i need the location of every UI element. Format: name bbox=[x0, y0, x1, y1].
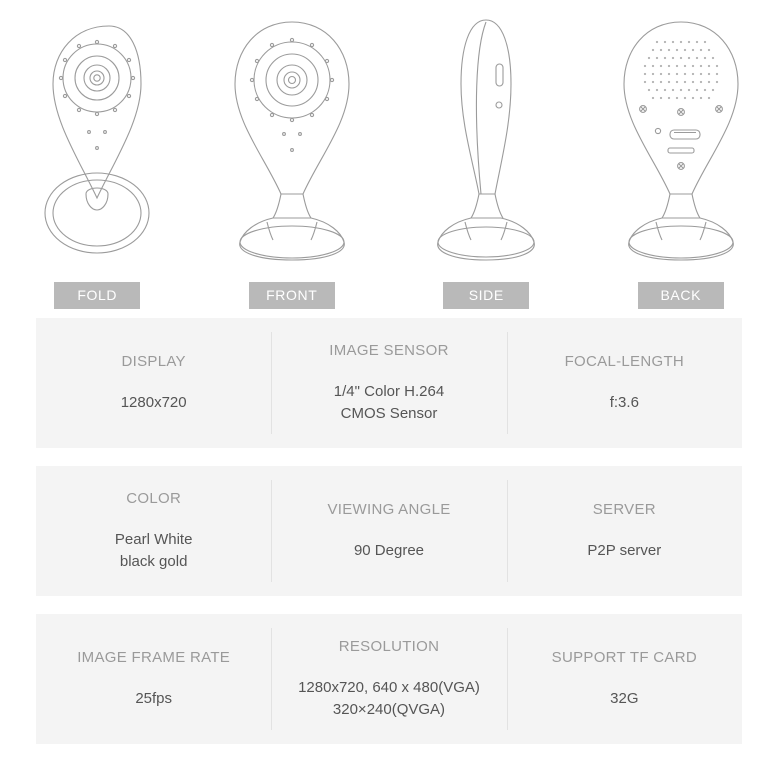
spec-value bbox=[115, 529, 193, 573]
spec-cell-display bbox=[36, 318, 271, 448]
spec-value bbox=[587, 540, 661, 562]
spec-title: RESOLUTION bbox=[338, 637, 440, 655]
spec-value-line1: Pearl White bbox=[114, 530, 193, 548]
spec-value-line1: 25fps bbox=[135, 689, 173, 707]
product-view-side bbox=[389, 8, 584, 318]
spec-title: SERVER bbox=[592, 500, 656, 518]
spec-title: FOCAL-LENGTH bbox=[564, 352, 685, 370]
spec-tables bbox=[0, 318, 778, 744]
spec-value-line1: 1280x720, 640 x 480(VGA) bbox=[298, 678, 480, 696]
spec-title: DISPLAY bbox=[121, 352, 186, 370]
spec-value-line1: f:3.6 bbox=[609, 393, 639, 411]
spec-cell-server bbox=[507, 466, 742, 596]
spec-cell-viewing-angle bbox=[271, 466, 506, 596]
spec-value bbox=[298, 677, 480, 721]
spec-value bbox=[135, 688, 172, 710]
spec-cell-image-sensor bbox=[271, 318, 506, 448]
spec-cell-focal-length bbox=[507, 318, 742, 448]
camera-fold-illustration bbox=[12, 8, 182, 270]
product-view-fold bbox=[0, 8, 195, 318]
spec-value-line1: 1280x720 bbox=[120, 393, 187, 411]
spec-value bbox=[610, 392, 639, 414]
spec-value bbox=[334, 381, 444, 425]
spec-cell-resolution bbox=[271, 614, 506, 744]
spec-title: IMAGE SENSOR bbox=[329, 341, 449, 359]
spec-row bbox=[36, 318, 742, 448]
spec-value-line1: 1/4" Color H.264 bbox=[333, 382, 445, 400]
spec-cell-color bbox=[36, 466, 271, 596]
spec-value bbox=[610, 688, 638, 710]
view-label-front: FRONT bbox=[249, 282, 335, 309]
spec-value-line1: 32G bbox=[610, 689, 639, 707]
spec-title: COLOR bbox=[126, 489, 182, 507]
spec-title: IMAGE FRAME RATE bbox=[77, 648, 231, 666]
spec-row bbox=[36, 614, 742, 744]
camera-side-illustration bbox=[401, 8, 571, 270]
spec-value-line1: 90 Degree bbox=[353, 541, 425, 559]
spec-value-line1: P2P server bbox=[587, 541, 662, 559]
product-view-front bbox=[195, 8, 390, 318]
spec-value-line2: CMOS Sensor bbox=[340, 404, 438, 422]
view-label-fold: FOLD bbox=[54, 282, 140, 309]
view-label-back: BACK bbox=[638, 282, 724, 309]
product-view-back bbox=[584, 8, 778, 318]
camera-back-illustration bbox=[596, 8, 766, 270]
spec-value bbox=[121, 392, 187, 414]
spec-cell-image-frame-rate bbox=[36, 614, 271, 744]
view-label-side: SIDE bbox=[443, 282, 529, 309]
spec-row bbox=[36, 466, 742, 596]
camera-front-illustration bbox=[207, 8, 377, 270]
spec-value-line2: 320×240(QVGA) bbox=[332, 700, 446, 718]
spec-title: SUPPORT TF CARD bbox=[551, 648, 697, 666]
spec-value bbox=[354, 540, 424, 562]
spec-cell-support-tf-card bbox=[507, 614, 742, 744]
spec-title: VIEWING ANGLE bbox=[327, 500, 451, 518]
spec-value-line2: black gold bbox=[119, 552, 188, 570]
product-views bbox=[0, 0, 778, 318]
